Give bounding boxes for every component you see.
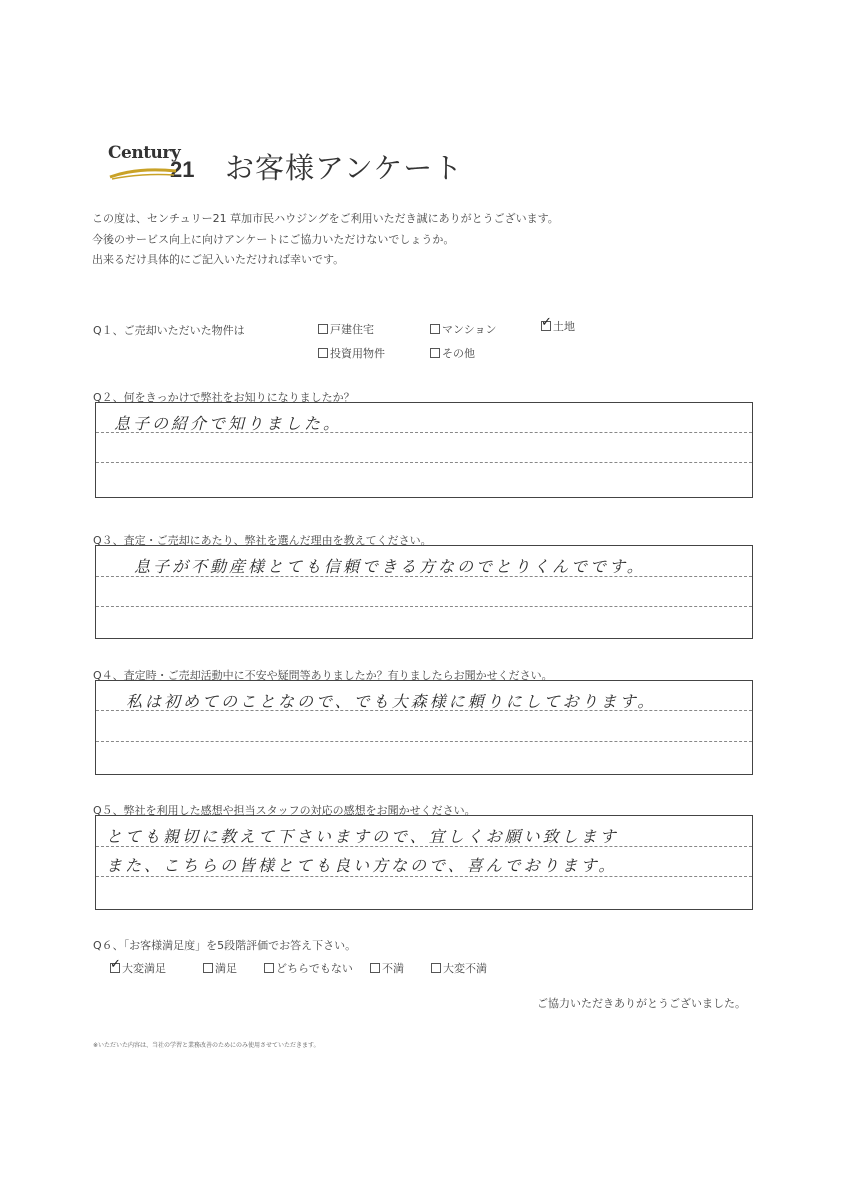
intro-text	[92, 209, 559, 271]
q1-option-land[interactable]: ✓ 土地	[541, 318, 575, 334]
q1-option-other[interactable]: その他	[430, 345, 475, 361]
q3-answer-text: 息子が不動産様とても信頼できる方なのでとりくんでです。	[134, 557, 646, 576]
answer-line	[96, 462, 752, 463]
page-title: お客様アンケート	[225, 151, 464, 185]
checkbox[interactable]	[431, 963, 441, 973]
intro-line: 出来るだけ具体的にご記入いただければ幸いです。	[92, 253, 345, 266]
checkbox[interactable]	[370, 963, 380, 973]
q3-answer-box[interactable]	[95, 545, 753, 639]
q5-answer-text-1: とても親切に教えて下さいますので、宜しくお願い致します	[106, 827, 619, 846]
q6-option-very-dissatisfied[interactable]: 大変不満	[431, 960, 487, 976]
century21-logo	[108, 143, 200, 183]
q1-option-mansion[interactable]: マンション	[430, 321, 497, 337]
q1-option-house[interactable]: 戸建住宅	[318, 321, 374, 337]
q2-label: Q２、何をきっかけで弊社をお知りになりましたか？	[93, 391, 355, 404]
answer-line	[96, 606, 752, 607]
q4-answer-box[interactable]	[95, 680, 753, 775]
q3-label: Q３、査定・ご売却にあたり、弊社を選んだ理由を教えてください。	[93, 534, 432, 547]
q5-label: Q５、弊社を利用した感想や担当スタッフの対応の感想をお聞かせください。	[93, 804, 476, 817]
q4-answer-text: 私は初めてのことなので、でも大森様に頼りにしております。	[126, 692, 657, 711]
checkbox[interactable]	[264, 963, 274, 973]
checkbox-checked[interactable]	[541, 321, 551, 331]
q6-option-dissatisfied[interactable]: 不満	[370, 960, 404, 976]
logo-swoosh-icon	[108, 165, 180, 181]
q6-label: Q６、「お客様満足度」を5段階評価でお答え下さい。	[93, 939, 357, 952]
checkbox-checked[interactable]	[110, 963, 120, 973]
q5-answer-box[interactable]	[95, 815, 753, 910]
logo-word: Century	[108, 143, 181, 163]
q1-option-investment[interactable]: 投資用物件	[318, 345, 385, 361]
intro-line: この度は、センチュリー21 草加市民ハウジングをご利用いただき誠にありがとうございます。	[92, 212, 559, 225]
answer-line	[96, 741, 752, 742]
checkbox[interactable]	[318, 324, 328, 334]
q6-option-very-satisfied[interactable]: ✓大変満足	[110, 960, 166, 976]
footnote-text: ※いただいた内容は、当社の学習と業務改善のためにのみ使用させていただきます。	[93, 1042, 320, 1049]
intro-line: 今後のサービス向上に向けアンケートにご協力いただけないでしょうか。	[92, 232, 455, 246]
checkbox[interactable]	[430, 324, 440, 334]
q1-label: Q１、ご売却いただいた物件は	[93, 324, 245, 337]
q4-label: Q４、査定時・ご売却活動中に不安や疑問等ありましたか？有りましたらお聞かせください。	[93, 669, 553, 682]
logo-number: 21	[170, 157, 195, 182]
q6-option-neutral[interactable]: どちらでもない	[264, 960, 353, 976]
checkbox[interactable]	[203, 963, 213, 973]
q5-answer-text-2: また、こちらの皆様とても良い方なので、喜んでおります。	[106, 856, 618, 875]
answer-line	[96, 876, 752, 877]
thanks-text: ご協力いただきありがとうございました。	[537, 997, 746, 1010]
q2-answer-box[interactable]	[95, 402, 753, 498]
q2-answer-text: 息子の紹介で知りました。	[114, 414, 343, 433]
checkbox[interactable]	[318, 348, 328, 358]
q6-option-satisfied[interactable]: 満足	[203, 960, 237, 976]
checkbox[interactable]	[430, 348, 440, 358]
